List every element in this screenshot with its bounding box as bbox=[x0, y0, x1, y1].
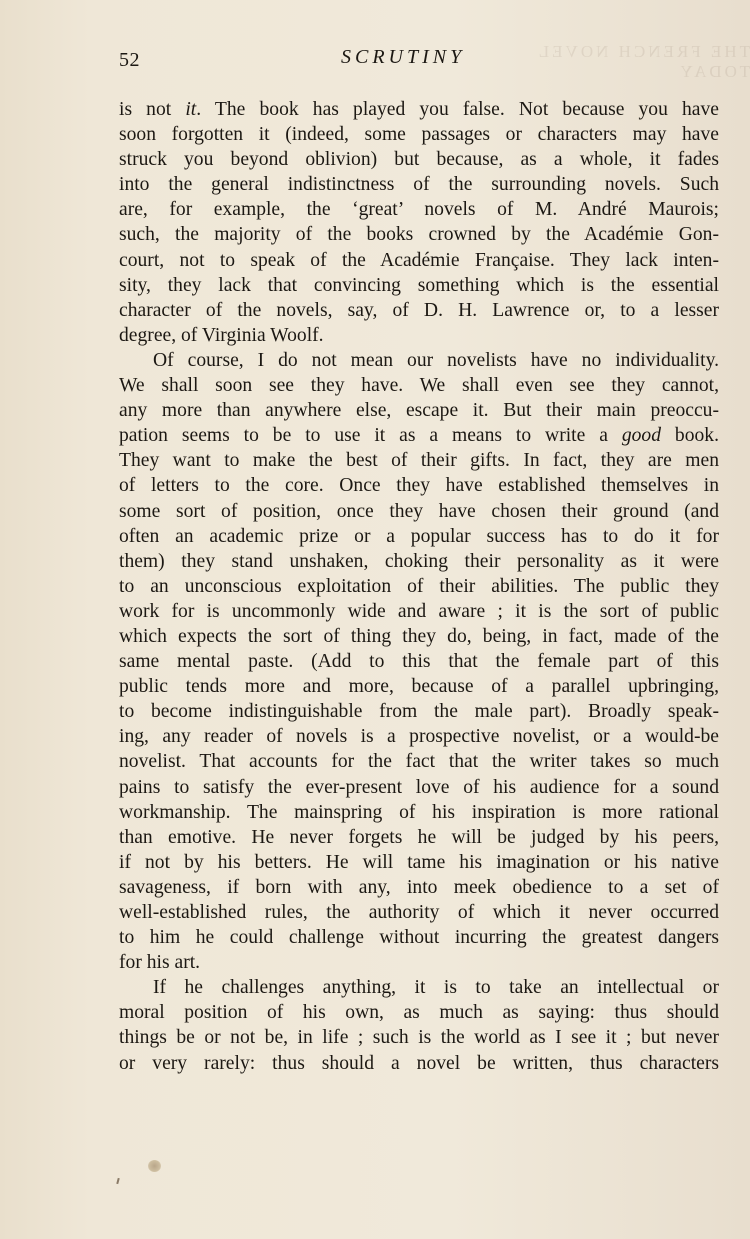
text-line: for his art. bbox=[119, 952, 201, 974]
text-line: well-established rules, the authority of which it never occurred bbox=[119, 902, 719, 923]
text-line: of letters to the core. Once they have established themselves in bbox=[119, 475, 719, 497]
text-line: degree, of Virginia Woolf. bbox=[119, 324, 324, 346]
paper-stain bbox=[148, 1160, 161, 1172]
text-line: or very rarely: thus should a novel be written, thus characters bbox=[119, 1052, 719, 1074]
text-line: to become indistinguishable from the male part). Broadly speak- bbox=[119, 701, 719, 723]
text-line: moral position of his own, as much as saying: thus should bbox=[119, 1002, 719, 1024]
text-line: to him he could challenge without incurring the greatest dangers bbox=[119, 927, 719, 949]
emphasis: good bbox=[621, 425, 662, 447]
page-header bbox=[119, 46, 719, 76]
text-line: ing, any reader of novels is a prospective novelist, or a would-be bbox=[119, 726, 719, 748]
text-line: savageness, if born with any, into meek obedience to a set of bbox=[119, 876, 719, 898]
text-line: novelist. That accounts for the fact that the writer takes so much bbox=[119, 751, 719, 773]
text-line: If he challenges anything, it is to take an intellectual or bbox=[153, 977, 719, 999]
text-line: often an academic prize or a popular success has to do it for bbox=[119, 525, 719, 547]
text-line: Of course, I do not mean our novelists have no individuality. bbox=[153, 349, 719, 371]
text-line: things be or not be, in life ; such is the world as I see it ; but never bbox=[119, 1027, 719, 1049]
text-line: such, the majority of the books crowned by the Académie Gon- bbox=[119, 224, 719, 246]
text-line: them) they stand unshaken, choking their personality as it were bbox=[119, 550, 719, 572]
text-line: than emotive. He never forgets he will be judged by his peers, bbox=[119, 826, 719, 848]
bleed-through-text: THE FRENCH NOVEL TODAY bbox=[536, 42, 750, 81]
paper-mark bbox=[116, 1178, 119, 1184]
text-line: work for is uncommonly wide and aware ; it is the sort of public bbox=[119, 600, 719, 622]
text-line: into the general indistinctness of the surrounding novels. Such bbox=[119, 174, 719, 196]
text-line: We shall soon see they have. We shall even see they cannot, bbox=[119, 375, 719, 397]
text-line: to an unconscious exploitation of their abilities. The public they bbox=[119, 575, 719, 597]
text-line: soon forgotten it (indeed, some passages or characters may have bbox=[119, 124, 719, 146]
text-line: any more than anywhere else, escape it. But their main preoccu- bbox=[119, 400, 719, 422]
body-text bbox=[119, 97, 719, 1076]
text-line: is not it. The book has played you false. Not because you have bbox=[119, 99, 719, 120]
text-line: sity, they lack that convincing something which is the essential bbox=[119, 274, 719, 296]
running-head: SCRUTINY bbox=[341, 46, 466, 68]
emphasis: it bbox=[185, 99, 197, 120]
text-line: some sort of position, once they have chosen their ground (and bbox=[119, 500, 719, 522]
text-line: character of the novels, say, of D. H. Lawrence or, to a lesser bbox=[119, 299, 719, 321]
text-line: They want to make the best of their gifts. In fact, they are men bbox=[119, 450, 719, 472]
text-line: pation seems to be to use it as a means to write a good book. bbox=[119, 425, 719, 447]
text-line: workmanship. The mainspring of his inspiration is more rational bbox=[119, 801, 719, 823]
text-line: struck you beyond oblivion) but because, as a whole, it fades bbox=[119, 149, 719, 171]
text-line: public tends more and more, because of a parallel upbringing, bbox=[119, 676, 719, 698]
text-line: pains to satisfy the ever-present love of his audience for a sound bbox=[119, 776, 719, 798]
text-line: are, for example, the ‘great’ novels of M. André Maurois; bbox=[119, 199, 719, 221]
text-line: court, not to speak of the Académie Française. They lack inten- bbox=[119, 249, 719, 271]
text-line: if not by his betters. He will tame his imagination or his native bbox=[119, 851, 719, 873]
page-number: 52 bbox=[119, 49, 140, 71]
text-line: same mental paste. (Add to this that the female part of this bbox=[119, 651, 719, 673]
text-line: which expects the sort of thing they do, being, in fact, made of the bbox=[119, 625, 719, 647]
